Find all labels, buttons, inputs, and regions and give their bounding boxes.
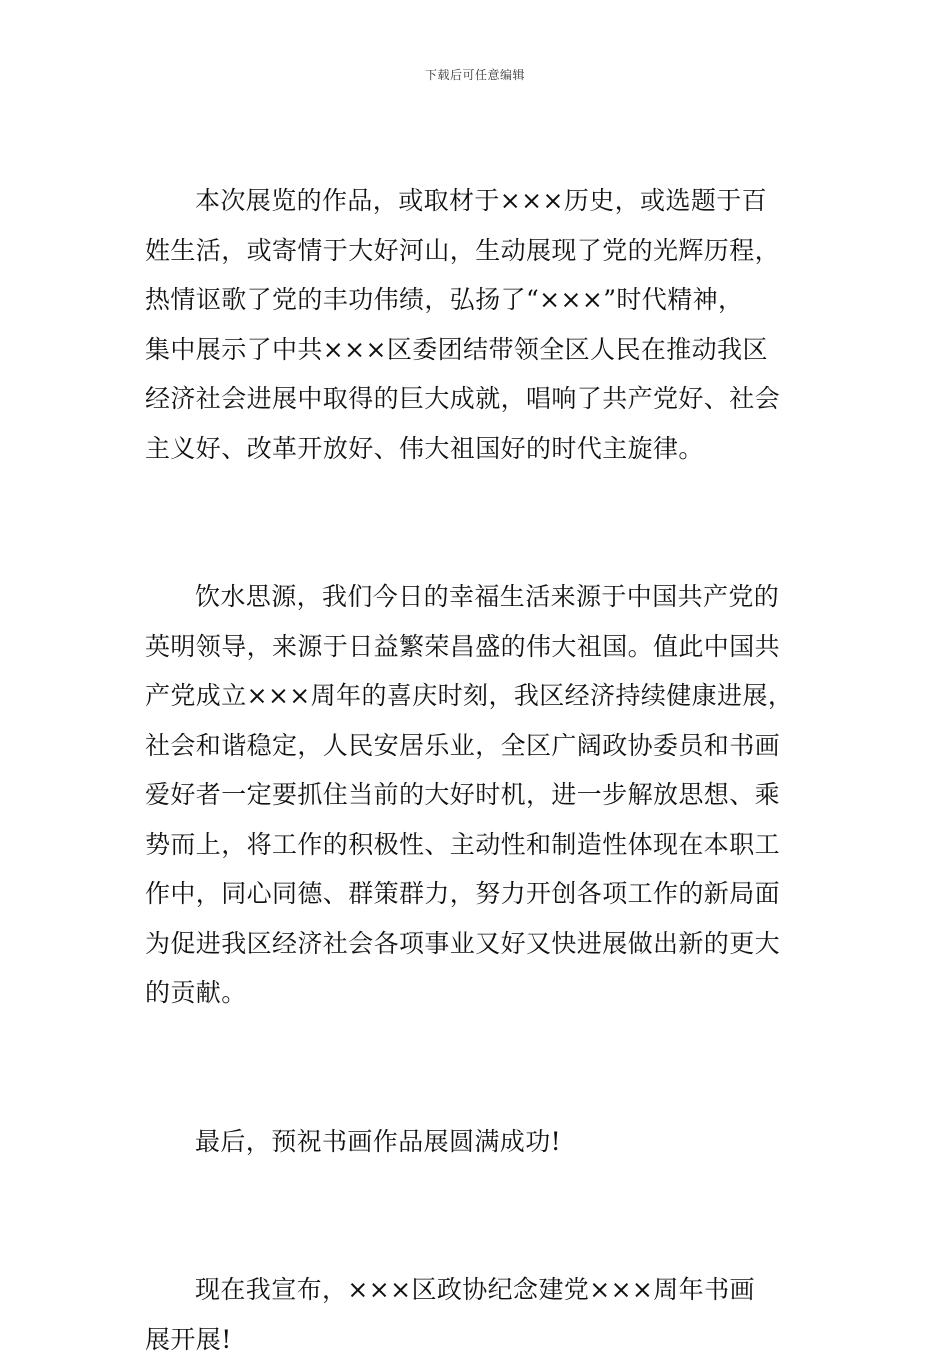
text-line: 最后，预祝书画作品展圆满成功! [145, 1117, 815, 1167]
paragraph-gratitude [145, 572, 815, 1018]
paragraph-exhibition-works [145, 176, 815, 473]
text-line: 经济社会进展中取得的巨大成就，唱响了共产党好、社会 [145, 374, 815, 424]
text-line: 势而上，将工作的积极性、主动性和制造性体现在本职工 [145, 820, 815, 870]
text-line: 英明领导，来源于日益繁荣昌盛的伟大祖国。值此中国共 [145, 622, 815, 672]
text-line: 产党成立×××周年的喜庆时刻，我区经济持续健康进展， [145, 671, 815, 721]
text-line: 热情讴歌了党的丰功伟绩，弘扬了“×××”时代精神， [145, 275, 815, 325]
header-note: 下载后可任意编辑 [0, 66, 950, 83]
paragraph-gap [145, 1166, 815, 1265]
paragraph-gap [145, 1018, 815, 1117]
text-line: 为促进我区经济社会各项事业又好又快进展做出新的更大 [145, 919, 815, 969]
document-body [145, 176, 815, 1364]
text-line: 本次展览的作品，或取材于×××历史，或选题于百 [145, 176, 815, 226]
text-line: 姓生活，或寄情于大好河山，生动展现了党的光辉历程， [145, 226, 815, 276]
text-line: 现在我宣布，×××区政协纪念建党×××周年书画 [145, 1265, 815, 1315]
text-line: 社会和谐稳定，人民安居乐业，全区广阔政协委员和书画 [145, 721, 815, 771]
text-line: 展开展! [145, 1315, 815, 1364]
text-line: 主义好、改革开放好、伟大祖国好的时代主旋律。 [145, 424, 815, 474]
text-line: 集中展示了中共×××区委团结带领全区人民在推动我区 [145, 325, 815, 375]
paragraph-gap [145, 473, 815, 572]
text-line: 爱好者一定要抓住当前的大好时机，进一步解放思想、乘 [145, 770, 815, 820]
text-line: 作中，同心同德、群策群力，努力开创各项工作的新局面 [145, 869, 815, 919]
text-line: 饮水思源，我们今日的幸福生活来源于中国共产党的 [145, 572, 815, 622]
paragraph-announcement [145, 1265, 815, 1364]
text-line: 的贡献。 [145, 968, 815, 1018]
paragraph-wishes [145, 1117, 815, 1167]
